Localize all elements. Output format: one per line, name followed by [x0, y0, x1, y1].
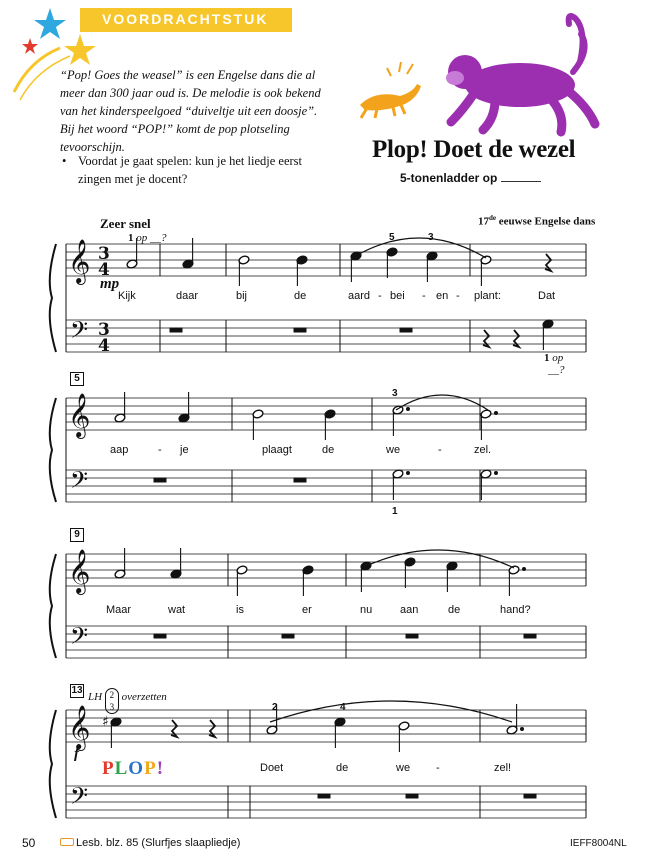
whole-rest — [524, 634, 536, 638]
fingering: 4 — [340, 702, 346, 713]
lyric-syllable: zel. — [474, 444, 492, 456]
lyric-syllable: daar — [176, 290, 199, 302]
composer-rest: eeuwse Engelse dans — [496, 215, 596, 228]
lyric-syllable: we — [386, 444, 401, 456]
note-dot — [407, 408, 410, 411]
lyric-syllable: Kijk — [118, 290, 136, 302]
brace — [50, 710, 56, 818]
quarter-rest — [483, 330, 489, 347]
bass-clef-icon: 𝄢 — [70, 622, 89, 655]
lyric-syllable: - — [158, 444, 162, 456]
lyric-syllable: we — [396, 762, 411, 774]
page-number: 50 — [22, 836, 36, 850]
lyric-syllable: - — [378, 290, 382, 302]
brace — [50, 554, 56, 658]
lyric-syllable: Doet — [260, 762, 284, 774]
whole-rest — [294, 328, 306, 332]
lyric-syllable: aard — [348, 290, 371, 302]
treble-clef-icon: 𝄞 — [68, 705, 91, 749]
catalog-code: IEFF8004NL — [570, 838, 627, 849]
note-dot — [495, 412, 498, 415]
whole-rest — [406, 634, 418, 638]
treble-clef-icon: 𝄞 — [68, 239, 91, 283]
lyric-syllable: - — [422, 290, 426, 302]
lyric-syllable: aap — [110, 444, 129, 456]
fingering: 5 — [389, 232, 395, 243]
note-dot — [523, 568, 526, 571]
slur — [396, 395, 488, 410]
quarter-rest — [513, 330, 519, 347]
book-icon — [60, 838, 74, 846]
whole-rest — [400, 328, 412, 332]
lyric-syllable: wat — [168, 604, 186, 616]
fingering: 3 — [392, 388, 398, 399]
whole-rest — [154, 634, 166, 638]
lyric-syllable: er — [302, 604, 312, 616]
brace — [50, 398, 56, 502]
lyric-syllable: nu — [360, 604, 373, 616]
whole-rest — [282, 634, 294, 638]
whole-rest — [154, 478, 166, 482]
bass-clef-icon: 𝄢 — [70, 316, 89, 349]
lyric-syllable: en — [436, 290, 449, 302]
lyric-syllable: zel! — [494, 762, 512, 774]
quarter-rest — [171, 720, 177, 737]
lyric-syllable: Dat — [538, 290, 556, 302]
slur — [362, 550, 514, 568]
lyric-syllable: - — [436, 762, 440, 774]
lyric-syllable: - — [438, 444, 442, 456]
lyric-syllable: de — [294, 290, 307, 302]
slur — [352, 238, 486, 258]
lyric-syllable: je — [180, 444, 189, 456]
lyric-syllable: Maar — [106, 604, 132, 616]
composer-ordinal: de — [489, 214, 496, 222]
rh-start-hint: 1 op __? — [128, 232, 167, 244]
whole-rest — [294, 478, 306, 482]
lyric-syllable: is — [236, 604, 244, 616]
note-dot — [495, 472, 498, 475]
time-signature-top: 3 — [98, 320, 110, 340]
lyric-syllable: - — [456, 290, 460, 302]
quarter-rest — [209, 720, 215, 737]
section-label: VOORDRACHTSTUK — [102, 11, 269, 27]
tempo-marking: Zeer snel — [100, 216, 151, 231]
page-title: Plop! Doet de wezel — [372, 136, 576, 163]
quarter-rest — [545, 254, 551, 271]
lyric-syllable: bei — [390, 290, 405, 302]
lesson-book-reference: Lesb. blz. 85 (Slurfjes slaapliedje) — [60, 837, 240, 849]
lyric-syllable: de — [322, 444, 335, 456]
fingering: 2 — [272, 702, 278, 713]
bass-clef-icon: 𝄢 — [70, 466, 89, 499]
treble-clef-icon: 𝄞 — [68, 549, 91, 593]
time-signature-top: 3 — [98, 244, 110, 264]
whole-rest — [406, 794, 418, 798]
whole-rest — [318, 794, 330, 798]
dynamic-mp: mp — [100, 276, 120, 292]
plop-word: PLOP! — [102, 758, 165, 779]
brace — [50, 244, 56, 352]
lh-start-hint: 1 op — [544, 352, 564, 364]
measure-number: 9 — [70, 528, 84, 542]
note-dot — [407, 472, 410, 475]
lyric-syllable: aan — [400, 604, 419, 616]
bass-clef-icon: 𝄢 — [70, 782, 89, 815]
treble-clef-icon: 𝄞 — [68, 393, 91, 437]
lyric-syllable: plaagt — [262, 444, 292, 456]
slur — [270, 701, 512, 722]
time-signature-bottom: 4 — [98, 260, 110, 280]
lyric-syllable: bij — [236, 290, 248, 302]
intro-text: “Pop! Goes the weasel” is een Engelse dans die al meer dan 300 jaar oud is. De melodie is ook bekend van het kinderspeelgoed “duiveltje uit een doosje”. Bij het woord “POP!” komt de pop plotseling tevoorschijn. — [60, 68, 321, 154]
whole-rest — [170, 328, 182, 332]
sharp-icon: ♯ — [102, 714, 109, 730]
lyric-syllable: de — [448, 604, 461, 616]
lh-start-blank: __? — [548, 364, 565, 376]
subtitle-text: 5-tonenladder op — [400, 171, 498, 185]
lh-move-hint: LH 2 3 overzetten — [88, 690, 167, 712]
fingering: 1 — [392, 506, 398, 517]
whole-rest — [524, 794, 536, 798]
composer-century: 17 — [478, 215, 489, 228]
note-dot — [521, 728, 524, 731]
measure-number: 5 — [70, 372, 84, 386]
lyric-syllable: plant: — [474, 290, 501, 302]
time-signature-bottom: 4 — [98, 336, 110, 356]
lyric-syllable: de — [336, 762, 349, 774]
measure-number: 13 — [71, 685, 83, 696]
fingering: 3 — [428, 232, 434, 243]
instruction-bullet: • Voordat je gaat spelen: kun je het liedje eerst zingen met je docent? — [60, 152, 330, 188]
dynamic-f: f — [74, 746, 79, 762]
lyric-syllable: hand? — [500, 604, 531, 616]
